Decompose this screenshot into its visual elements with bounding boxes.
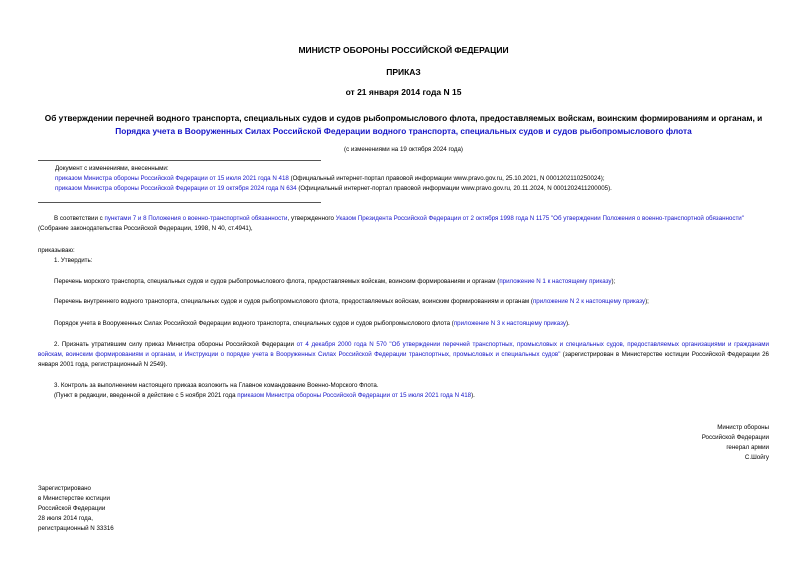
changes-intro: Документ с изменениями, внесенными: (55, 165, 169, 172)
order-word: приказываю: (38, 247, 75, 254)
preamble-link-1[interactable]: пунктами 7 и 8 Положения о военно-транспортной обязанности (104, 215, 288, 222)
list-end: ). (565, 320, 570, 327)
registration-line: в Министерстве юстиции (38, 495, 111, 502)
list-end: ); (645, 298, 649, 305)
registration-line: Российской Федерации (38, 505, 106, 512)
preamble (38, 214, 769, 234)
divider-bottom (38, 202, 321, 203)
list-text: Перечень морского транспорта, специальных судов и судов рыбопромыслового флота, предоставляемых войскам, воинским формированиям и органам ( (54, 278, 500, 285)
preamble-text: , утвержденного (287, 215, 336, 222)
appendix-2-link[interactable]: приложение N 2 к настоящему приказу (532, 298, 646, 305)
item-3-note (38, 391, 769, 401)
appendix-3-link[interactable]: приложение N 3 к настоящему приказу (453, 320, 566, 327)
signature-name: С.Шойгу (744, 454, 769, 461)
date-number: от 21 января 2014 года N 15 (345, 87, 462, 97)
divider-top (38, 160, 321, 161)
item-2 (38, 340, 769, 370)
signature-line: Министр обороны (717, 424, 769, 431)
signature-line: Российской Федерации (701, 434, 769, 441)
doc-type-heading: ПРИКАЗ (386, 67, 421, 77)
preamble-text: В соответствии с (54, 215, 105, 222)
preamble-text: (Собрание законодательства Российской Федерации, 1998, N 40, ст.4941), (38, 225, 253, 232)
change-text-1: (Официальный интернет-портал правовой информации www.pravo.gov.ru, 25.10.2021, N 0001202110250024); (288, 175, 605, 182)
repealed-order-link[interactable]: от 4 декабря 2000 года N 570 "Об утверждении перечней транспортных, промысловых и специальных судов, предоставляемых организациями и гражданами войскам, воинским формированиям и органам, и Инструкции о порядке учета в Вооруженных Силах Российской Федерации транспортных, промысловых и специальных судов" (38, 341, 769, 358)
item-3: 3. Контроль за выполнением настоящего приказа возложить на Главное командование Военно-Морского Флота. (54, 382, 379, 389)
revision-note: (с изменениями на 19 октября 2024 года) (344, 146, 463, 153)
change-item (55, 184, 769, 194)
change-item (55, 174, 769, 184)
document-title (38, 112, 769, 138)
change-link-2[interactable]: приказом Министра обороны Российской Федерации от 19 октября 2024 года N 634 (55, 185, 297, 192)
list-text: Порядок учета в Вооруженных Силах Российской Федерации водного транспорта, специальных судов и судов рыбопромыслового флота ( (54, 320, 454, 327)
title-text: Об утверждении перечней водного транспорта, специальных судов и судов рыбопромыслового флота, предоставляемых войскам, воинским формированиям и органам, и (44, 113, 763, 123)
list-item-3 (38, 319, 769, 329)
preamble-link-2[interactable]: Указом Президента Российской Федерации от 2 октября 1998 года N 1175 "Об утверждении Положения о военно-транспортной обязанности" (335, 215, 744, 222)
ministry-heading: МИНИСТР ОБОРОНЫ РОССИЙСКОЙ ФЕДЕРАЦИИ (298, 45, 509, 55)
change-link-1[interactable]: приказом Министра обороны Российской Федерации от 15 июля 2021 года N 418 (55, 175, 289, 182)
item-2-text: 2. Признать утратившим силу приказ Министра обороны Российской Федерации (54, 341, 297, 348)
signature-block (702, 423, 769, 463)
note-text: (Пункт в редакции, введенной в действие с 5 ноября 2021 года (54, 392, 238, 399)
registration-line: Зарегистрировано (38, 485, 91, 492)
registration-line: регистрационный N 33316 (38, 525, 114, 532)
item-2-text: (зарегистрирован в Министерстве юстиции Российской Федерации 26 января 2001 года, регистрационный N 2549). (38, 351, 769, 368)
list-item-1 (38, 277, 769, 287)
appendix-1-link[interactable]: приложение N 1 к настоящему приказу (499, 278, 612, 285)
change-text-2: (Официальный интернет-портал правовой информации www.pravo.gov.ru, 20.11.2024, N 0001202411200005). (296, 185, 612, 192)
title-link[interactable]: Порядка учета в Вооруженных Силах Российской Федерации водного транспорта, специальных судов и судов рыбопромыслового флота (115, 126, 692, 136)
item-1: 1. Утвердить: (54, 257, 93, 264)
note-text: ). (471, 392, 475, 399)
signature-line: генерал армии (726, 444, 769, 451)
list-end: ); (611, 278, 616, 285)
registration-block (38, 484, 114, 534)
list-text: Перечень внутреннего водного транспорта, специальных судов и судов рыбопромыслового флота, предоставляемых войскам, воинским формированиям и органам ( (54, 298, 533, 305)
registration-line: 28 июля 2014 года, (38, 515, 93, 522)
list-item-2 (38, 297, 769, 307)
changes-block (55, 164, 769, 194)
amendment-link[interactable]: приказом Министра обороны Российской Федерации от 15 июля 2021 года N 418 (237, 392, 472, 399)
